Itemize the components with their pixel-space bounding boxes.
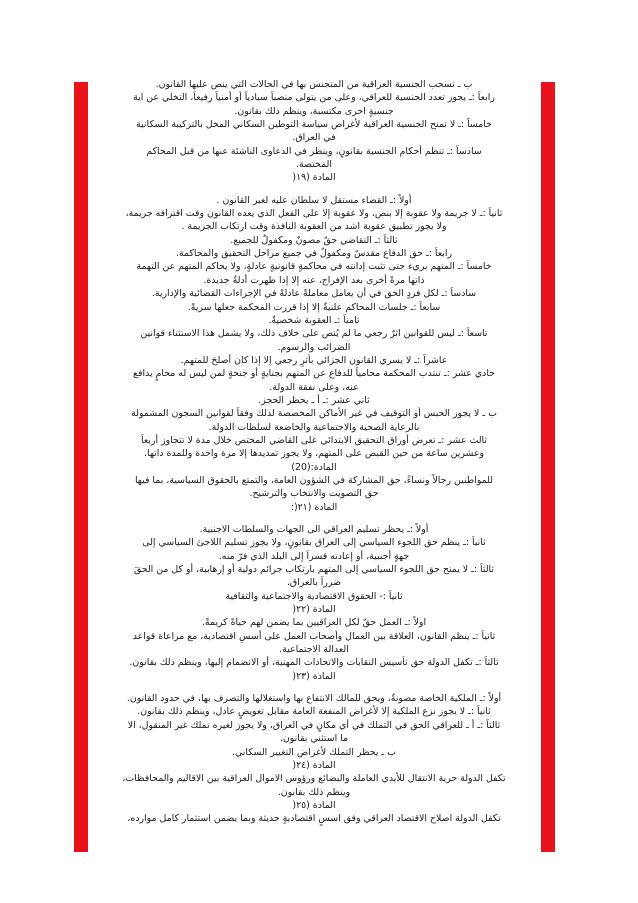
text-line: المادة (٢٣( <box>292 670 336 682</box>
text-line: جهةٍ أجنبية، أو إعادته قسراً إلى البلد الذي فرّ منه. <box>218 550 410 562</box>
text-line: خامساً :ـ المتهم بريء حتى تثبت إدانته في محاكمةٍ قانونيةٍ عادلةٍ، ولا يحاكم المتهم عن التهمة <box>136 261 492 273</box>
paragraph-gap <box>91 514 537 523</box>
text-line: ثالث عشر :ـ تعرض أوراق التحقيق الابتدائي على القاضي المختص خلال مدة لا تتجاوز أربعاً <box>140 434 488 446</box>
text-line: ثالثاً :ـ تكفل الدولة حق تأسيس النقابات والاتحادات المهنية، أو الانضمام إليها، وينظم ذلك بقانون. <box>129 657 499 669</box>
text-line: أولاً :ـ يحظر تسليم العراقي الى الجهات والسلطات الاجنبية. <box>199 524 429 535</box>
text-line: ثالثاً :ـ التقاضي حقٌ مصونٌ ومكفولٌ للجميع. <box>230 234 398 246</box>
text-line: ثانياً :- الحقوق الاقتصادية والاجتماعية والثقافية <box>225 590 403 602</box>
text-line: عاشراً :ـ لا يسري القانون الجزائي بأثرٍ رجعي إلا إذا كان أصلحَ للمتهم. <box>180 354 448 366</box>
text-line: تكفل الدولة اصلاح الاقتصاد العراقي وفق اسسٍ اقتصاديةٍ حديثة وبما يضمن استثمار كامل موارده، <box>127 813 501 825</box>
text-line: سادساً :ـ لكل فردٍ الحق في أن يعامل معاملةً عادلةً في الإجراءات القضائية والإدارية. <box>151 288 477 300</box>
document-body <box>91 78 537 826</box>
text-line: سادساً :ـ تنظم أحكام الجنسية بقانونٍ، وينظر في الدعاوى الناشئة عنها من قبل المحاكم <box>146 145 482 157</box>
text-line: العدالة الاجتماعية. <box>279 644 349 656</box>
text-line: المادة:(20) <box>291 461 337 473</box>
text-line: ولا يجوز تطبيق عقوبة اشد من العقوبة النافذة وقت ارتكاب الجريمة . <box>181 221 447 233</box>
text-line: المادة (٢٥( <box>292 799 336 811</box>
paragraph-gap <box>91 683 537 692</box>
text-line: المادة (١٩( <box>292 172 336 184</box>
text-line: الضرائب والرسوم. <box>277 341 351 353</box>
paragraph-gap <box>91 185 537 194</box>
text-line: ضرراً بالعراق. <box>286 577 342 589</box>
text-line: ثالثاً :ـ أ ـ للعراقي الحق في التملك في أي مكانٍ في العراق، ولا يجوز لغيره تملك غير المنقول، الا <box>127 719 501 731</box>
text-line: أولاً :ـ القضاء مستقل لا سلطان عليه لغير القانون . <box>216 194 412 206</box>
text-line: ذاتها مرةً أخرى بعد الإفراج، عنه إلا إذا ظهرت أدلةٌ جديدة. <box>203 274 425 286</box>
text-line: ثانياً :ـ لا جريمة ولا عقوبة إلا بنص، ولا عقوبة إلا على الفعل الذي يعده القانون وقت اقترافه جريمة، <box>125 208 503 220</box>
text-line: ثانياً :ـ لا يجوز نزع الملكية إلا لأغراض المنفعة العامة مقابل تعويضٍ عادل، وينظم ذلك بقانون. <box>137 706 491 718</box>
right-red-margin-bar <box>541 82 555 852</box>
text-line: تكفل الدولة حرية الانتقال للأيدي العاملة والبضائع ورؤوس الاموال العراقية بين الاقاليم والمحافظات، <box>122 773 506 785</box>
text-line: أولاً :ـ الملكية الخاصة مصونةٌ، ويحق للمالك الانتفاع بها واستغلالها والتصرف بها، في حدود القانون. <box>126 693 502 705</box>
text-line: تاسعاً :ـ ليس للقوانين اثرٌ رجعي ما لم يُنص على خلاف ذلك، ولا يشمل هذا الاستثناء قوانين <box>140 328 488 340</box>
text-line: جنسيةٍ اخرى مكتسبة، وينظم ذلك بقانون. <box>234 105 394 117</box>
text-line: عنه، وعلى نفقة الدولة. <box>269 381 359 393</box>
text-line: ثامناً :ـ العقوبة شخصيةٌ. <box>268 314 360 326</box>
text-line: رابعاً :ـ حق الدفاع مقدسٌ ومكفولٌ في جميع مراحل التحقيق والمحاكمة. <box>176 248 452 260</box>
text-line: رابعاً :ـ يجوز تعدد الجنسية للعراقي، وعلى من يتولى منصباً سيادياً أو أمنياً رفيعاً، التخلي عن اية <box>133 92 495 104</box>
text-line: حادي عشر :ـ تنتدب المحكمة محامياً للدفاع عن المتهم بجنايةٍ أو جنحةٍ لمن ليس له محامٍ يدافع <box>133 368 495 380</box>
text-line: ثاني عشر :ـ أ ـ يحظر الحجز. <box>258 394 370 406</box>
text-line: ب ـ لا يجوز الحبس أو التوقيف في غير الأماكن المخصصة لذلك وفقاً لقوانين السجون المشمولة <box>131 408 497 420</box>
text-line: ثانياً :ـ ينظم القانون، العلاقة بين العمال وأصحاب العمل على أسسٍ اقتصادية، مع مراعاة قواعد <box>132 630 496 642</box>
text-line: ثانياً :ـ ينظم حق اللجوء السياسي إلى العراق بقانونٍ، ولا يجوز تسليم اللاجئ السياسي إلى <box>142 537 486 549</box>
text-line: ما استثني بقانون. <box>279 733 349 745</box>
text-line: المادة (٢٤( <box>292 759 336 771</box>
text-line: في العراق. <box>292 132 336 144</box>
text-line: خامساًَ :ـ لا تمنح الجنسية العراقية لأغراض سياسة التوطين السكاني المخل بالتركيبة السكانية <box>136 119 492 131</box>
text-line: وينظم ذلك بقانون. <box>277 786 351 798</box>
text-line: للمواطنين رجالاً ونساءً، حق المشاركة في الشؤون العامة، والتمتع بالحقوق السياسية، بما فيها <box>134 474 494 486</box>
text-line: ب ـ يحظر التملك لأغراض التغيير السكاني. <box>232 746 396 758</box>
text-line: سابعاً :ـ جلسات المحاكم علنيةٌ إلا إذا قررت المحكمة جعلها سريةً. <box>187 301 441 313</box>
text-line: وعشرين ساعة من حين القبض على المتهم، ولا يجوز تمديدها إلا مرة واحدة وللمدة ذاتها. <box>144 448 484 460</box>
text-line: ب ـ تسحب الجنسية العراقية من المتجنس بها في الحالات التي ينص عليها القانون. <box>155 79 473 90</box>
text-line: المادة (٢١(: <box>290 501 338 513</box>
text-line: المادة (٢٢( <box>292 604 336 616</box>
text-line: اولاً :ـ العمل حقٌ لكل العراقيين بما يضمن لهم حياةً كريمةً. <box>201 617 427 629</box>
text-line: ثالثاً :ـ لا يمنح حق اللجوء السياسي إلى المتهم بارتكاب جرائم دولية أو إرهابية، أو كل من الحقَ <box>133 564 495 576</box>
left-red-margin-bar <box>74 82 88 852</box>
text-line: بالرعاية الصحية والاجتماعية والخاضعة لسلطات الدولة. <box>208 421 420 433</box>
text-line: حق التصويت والانتخاب والترشيح. <box>249 488 379 500</box>
text-line: المختصة. <box>296 159 332 171</box>
